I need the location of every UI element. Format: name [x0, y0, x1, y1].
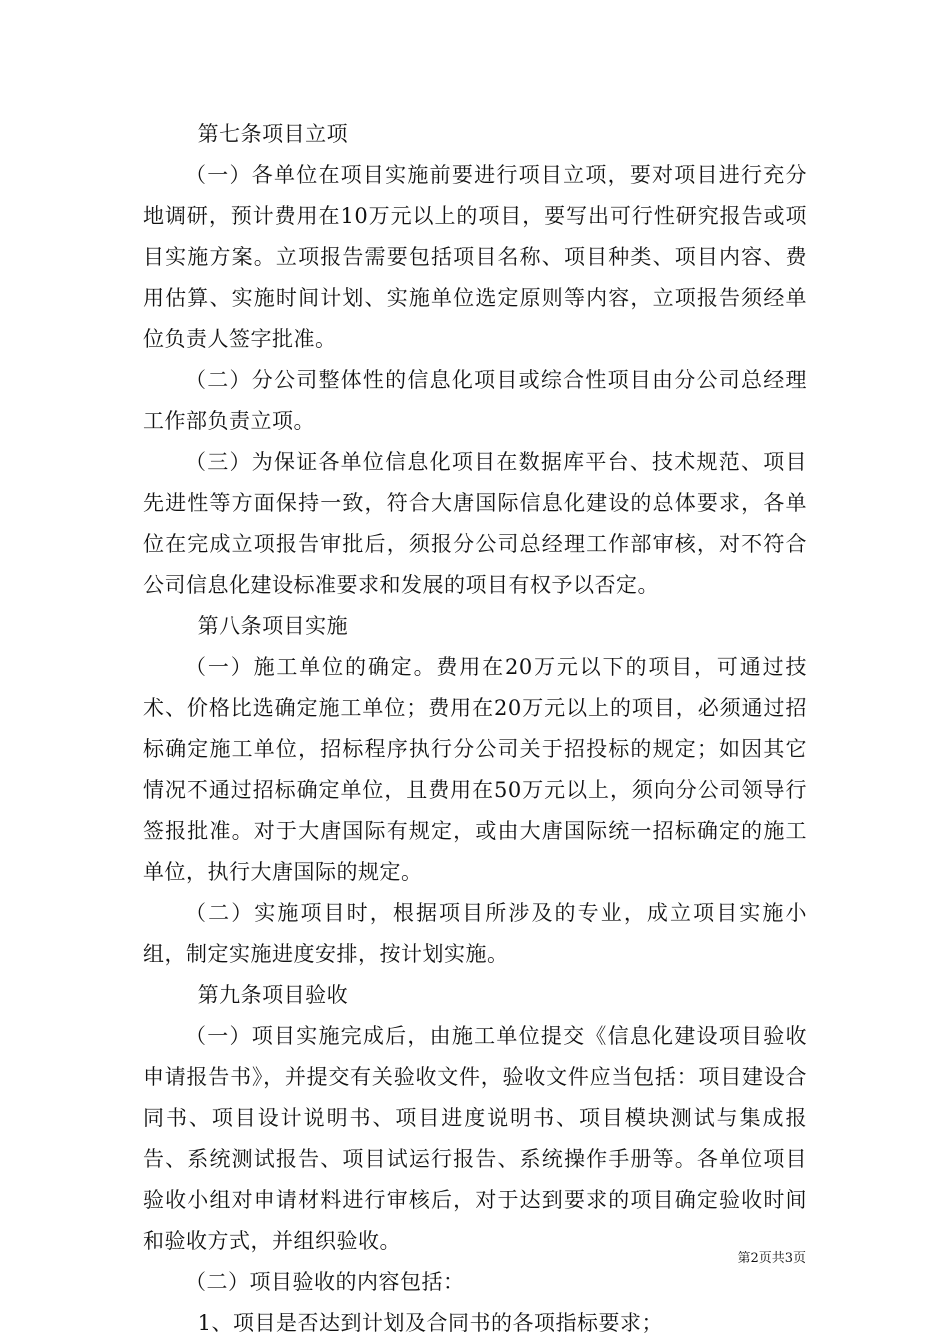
- article-8-item-2: （二）实施项目时，根据项目所涉及的专业，成立项目实施小组，制定实施进度安排，按计划实施。: [143, 901, 807, 966]
- article-8-heading: 第八条项目实施: [197, 614, 349, 638]
- article-9-item-1: （一）项目实施完成后，由施工单位提交《信息化建设项目验收申请报告书》，并提交有关验收文件，验收文件应当包括：项目建设合同书、项目设计说明书、项目进度说明书、项目模块测试与集成报告、系统测试报告、项目试运行报告、系统操作手册等。各单位项目验收小组对申请材料进行审核后，对于达到要求的项目确定验收时间和验收方式，并组织验收。: [143, 1024, 807, 1253]
- article-7-heading: 第七条项目立项: [197, 122, 349, 146]
- article-7-item-2: （二）分公司整体性的信息化项目或综合性项目由分公司总经理工作部负责立项。: [143, 368, 807, 433]
- article-9-subitem-1: 1、项目是否达到计划及合同书的各项指标要求；: [197, 1311, 663, 1335]
- document-body: [143, 114, 807, 1344]
- page-number: 第2页共3页: [737, 1251, 806, 1266]
- article-9-item-2: （二）项目验收的内容包括：: [185, 1270, 465, 1294]
- article-8-item-1: （一）施工单位的确定。费用在20万元以下的项目，可通过技术、价格比选确定施工单位；费用在20万元以上的项目，必须通过招标确定施工单位，招标程序执行分公司关于招投标的规定；如因其它情况不通过招标确定单位，且费用在50万元以上，须向分公司领导行签报批准。对于大唐国际有规定，或由大唐国际统一招标确定的施工单位，执行大唐国际的规定。: [143, 655, 807, 884]
- article-7-item-1: （一）各单位在项目实施前要进行项目立项，要对项目进行充分地调研，预计费用在10万元以上的项目，要写出可行性研究报告或项目实施方案。立项报告需要包括项目名称、项目种类、项目内容、费用估算、实施时间计划、实施单位选定原则等内容，立项报告须经单位负责人签字批准。: [143, 163, 807, 351]
- article-7-item-3: （三）为保证各单位信息化项目在数据库平台、技术规范、项目先进性等方面保持一致，符合大唐国际信息化建设的总体要求，各单位在完成立项报告审批后，须报分公司总经理工作部审核，对不符合公司信息化建设标准要求和发展的项目有权予以否定。: [143, 450, 807, 597]
- article-9-heading: 第九条项目验收: [197, 983, 349, 1007]
